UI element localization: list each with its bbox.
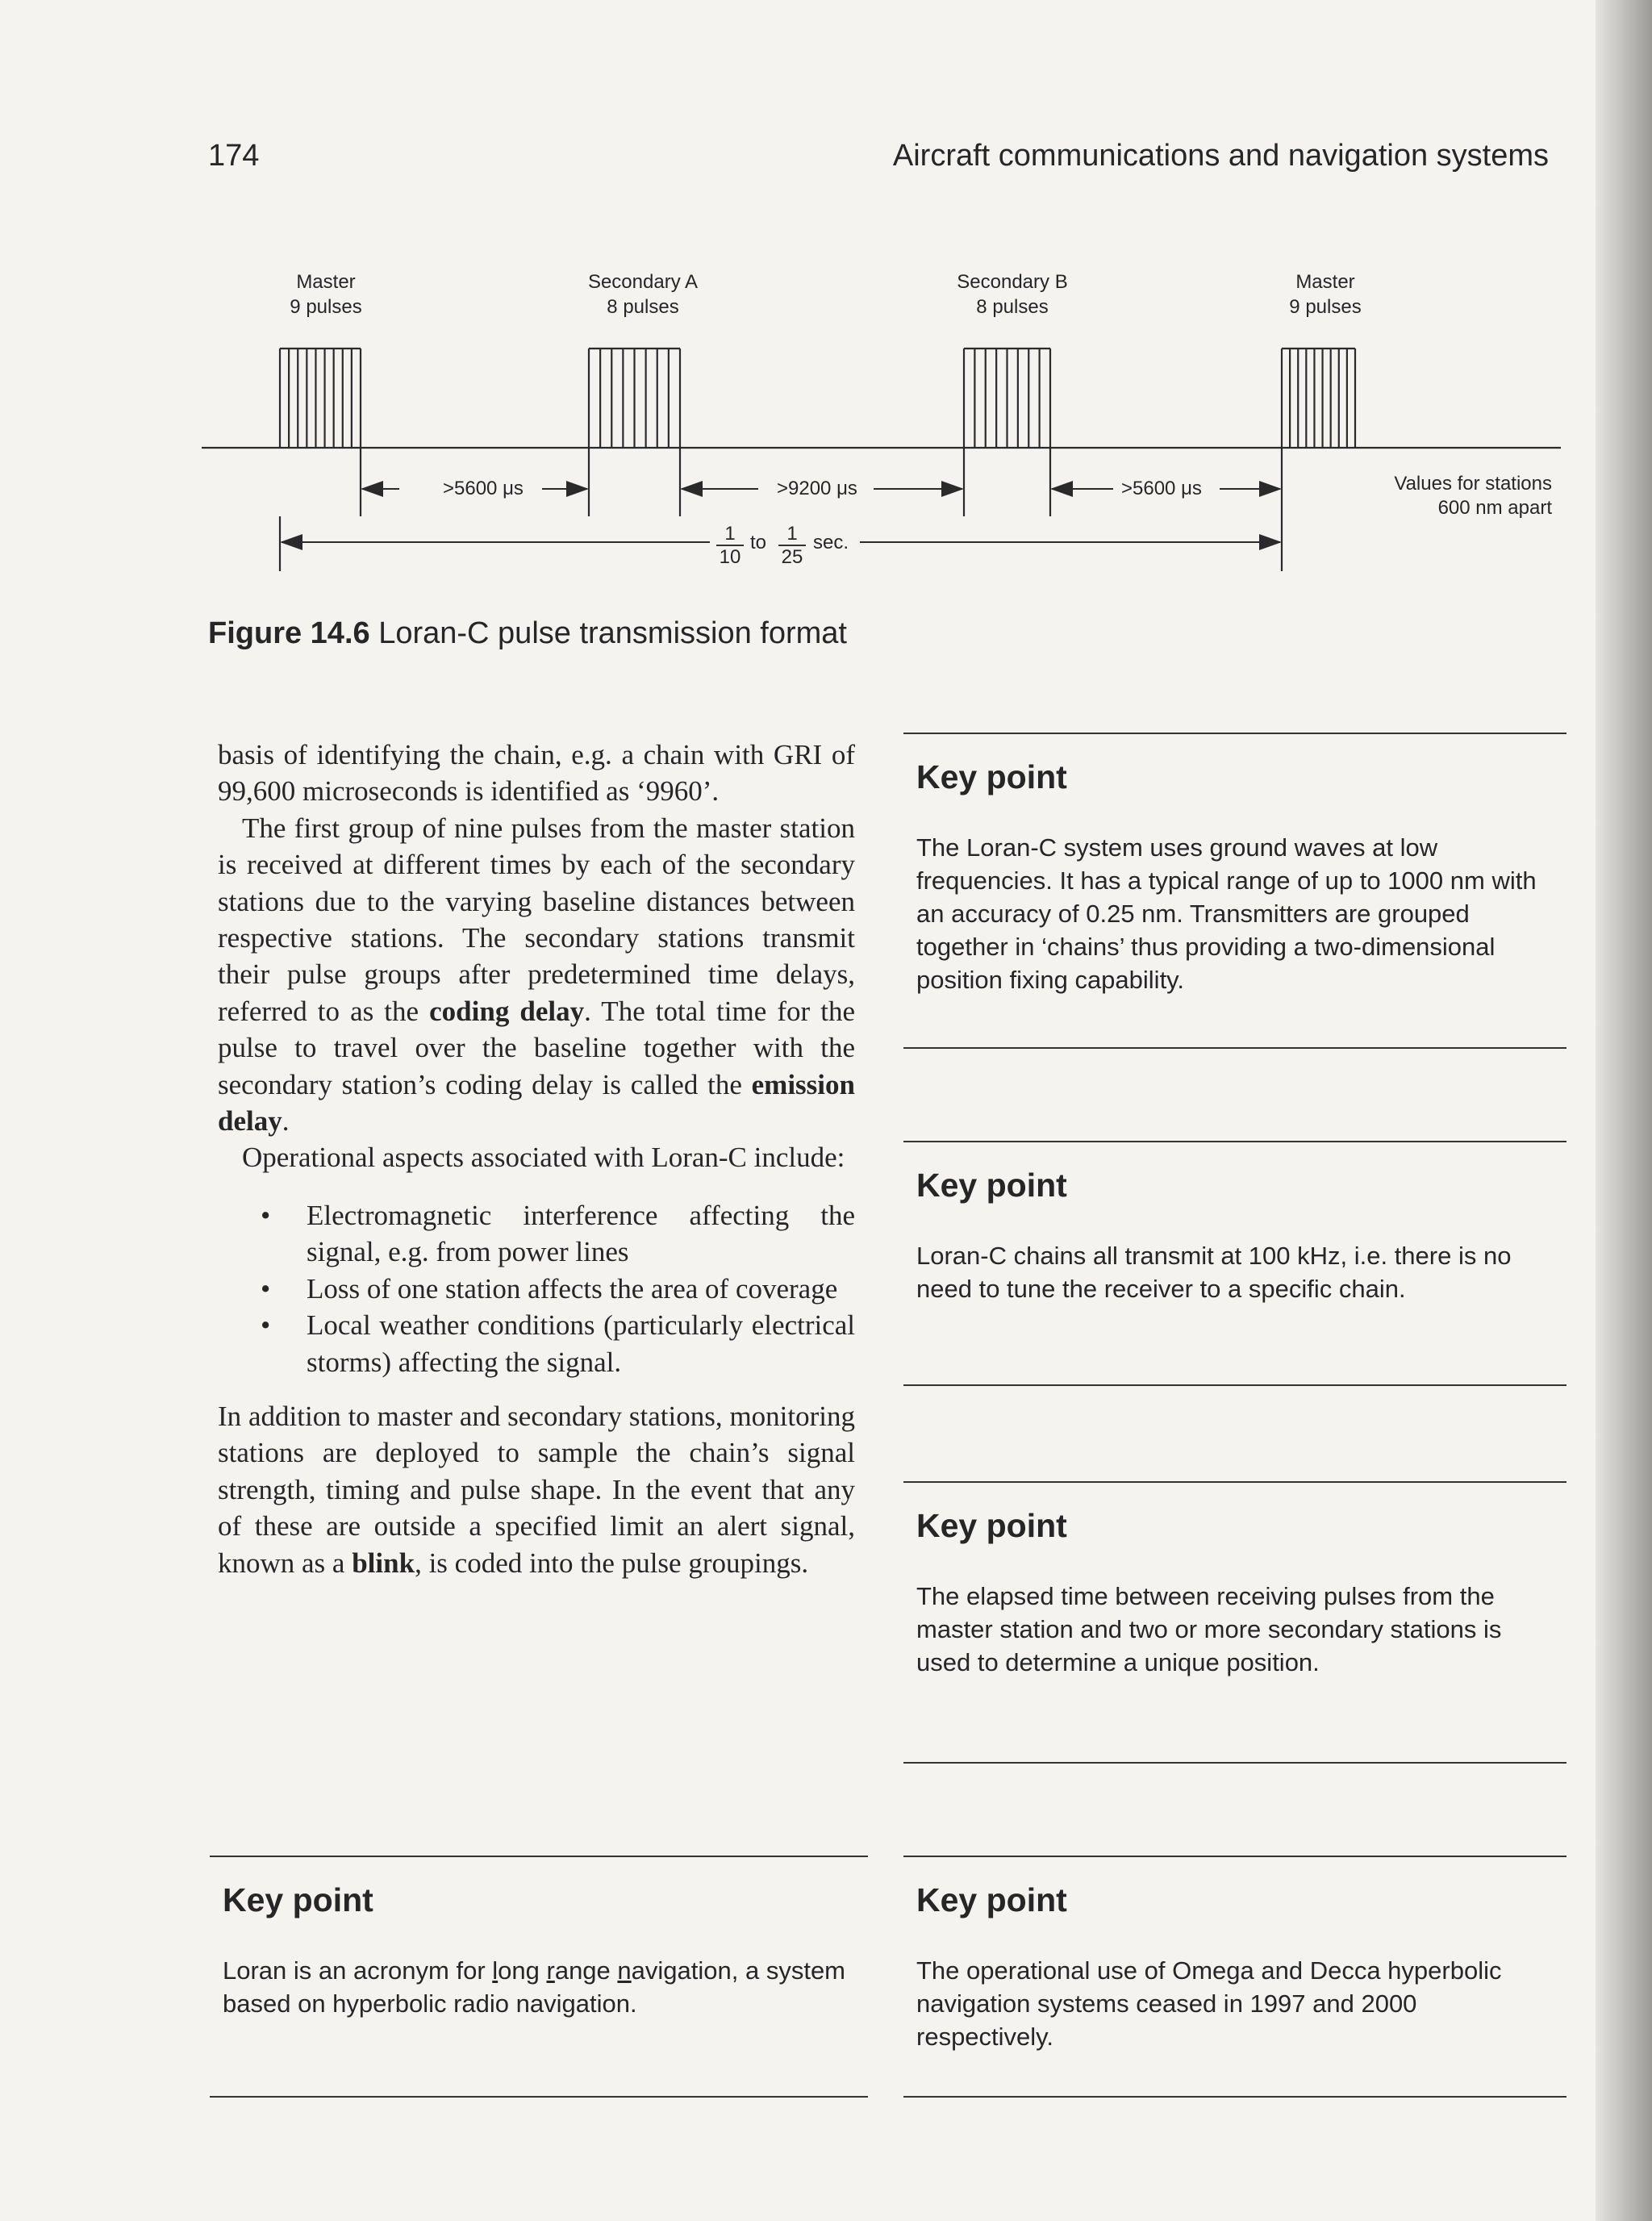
key-point-text [223,1954,852,2020]
body-text [218,737,855,1581]
key-point-rule-bottom [903,2096,1566,2098]
bullet-text: Loss of one station affects the area of coverage [307,1272,838,1305]
key-point-rule-bottom [903,1047,1566,1049]
paragraph-3: Operational aspects associated with Loran-C include: [242,1142,845,1174]
term-blink: blink [352,1547,415,1579]
note-line-1: Values for stations [1394,473,1552,495]
interval-label-1: >5600 μs [443,478,524,499]
key-point-title: Key point [223,1881,373,1918]
paragraph-2 [218,810,855,1140]
period-unit: sec. [813,532,849,553]
key-point-rule-bottom [903,1762,1566,1764]
paragraph-2-part: . [282,1105,290,1138]
fraction-denominator: 25 [778,545,806,568]
bullet-dot: • [261,1199,271,1231]
key-point-box-2 [903,1141,1566,1391]
group-name: Secondary B [957,271,1068,293]
term-emission-delay: emission delay [218,1068,855,1138]
fraction-numerator: 1 [786,523,798,545]
kp-letter-n: n [617,1956,632,1985]
key-point-title: Key point [916,758,1067,795]
period-fraction-2 [778,523,806,568]
paragraph-2-part: . The total time for the pulse to travel over the baseline together with the secondary station’s coding delay is called the [218,995,855,1100]
group-pulses: 9 pulses [1289,296,1362,318]
figure-caption-text: Loran-C pulse transmission format [378,616,847,650]
period-fraction-1 [716,523,744,568]
bullet-item [261,1197,855,1271]
group-name: Secondary A [587,271,699,293]
key-point-title: Key point [916,1167,1067,1204]
kp-text-part: avigation, a system based on hyperbolic radio navigation. [223,1956,846,2018]
bullet-item [261,1307,855,1380]
term-coding-delay: coding delay [429,995,585,1027]
fraction-numerator: 1 [724,523,736,545]
key-point-rule-top [210,1856,868,1857]
bullet-dot: • [261,1272,271,1305]
note-line-2: 600 nm apart [1437,497,1552,519]
key-point-title: Key point [916,1881,1067,1918]
fraction-denominator: 10 [716,545,744,568]
key-point-rule-top [903,1856,1566,1857]
paragraph-2-part: The first group of nine pulses from the master station is received at different times by each of the secondary stations due to the varying baseline distances between respective stations. The secondary stations transmit their pulse groups after predetermined time delays, referred to as the [218,812,855,1027]
key-point-rule-bottom [210,2096,868,2098]
paragraph-4 [218,1398,855,1581]
key-point-rule-top [903,1141,1566,1142]
kp-letter-l: l [492,1956,499,1985]
kp-text-part: ong [498,1956,547,1985]
group-pulses: 8 pulses [976,296,1049,318]
key-point-box-1 [903,733,1566,1055]
group-name: Master [296,271,356,293]
key-point-text: Loran-C chains all transmit at 100 kHz, i.e. there is no need to tune the receiver to a specific chain. [916,1242,1512,1303]
interval-label-2: >9200 μs [777,478,857,499]
key-point-title: Key point [916,1507,1067,1544]
period-to: to [750,532,767,553]
bullet-text: Local weather conditions (particularly electrical storms) affecting the signal. [307,1309,855,1378]
bullet-item [261,1271,855,1307]
kp-text-part: ange [554,1956,618,1985]
key-point-box-4 [210,1856,868,2106]
bullet-text: Electromagnetic interference affecting the signal, e.g. from power lines [307,1199,855,1268]
kp-letter-r: r [546,1956,555,1985]
key-point-rule-top [903,1481,1566,1483]
key-point-text: The Loran-C system uses ground waves at low frequencies. It has a typical range of up to 1000 nm with an accuracy of 0.25 nm. Transmitters are grouped together in ‘chains’ thus providing a two-dimensional position fixing capability. [916,833,1537,994]
key-point-box-3 [903,1481,1566,1772]
interval-label-3: >5600 μs [1121,478,1202,499]
bullet-dot: • [261,1309,271,1342]
bullet-list [218,1197,855,1380]
kp-text-part: Loran is an acronym for [223,1956,493,1985]
key-point-rule-bottom [903,1384,1566,1386]
group-name: Master [1295,271,1355,293]
key-point-text: The operational use of Omega and Decca hyperbolic navigation systems ceased in 1997 and 2000 respectively. [916,1956,1502,2051]
key-point-rule-top [903,733,1566,734]
running-head: Aircraft communications and navigation systems [892,139,1549,173]
key-point-text: The elapsed time between receiving pulses from the master station and two or more secondary stations is used to determine a unique position. [916,1582,1502,1676]
figure-loran-pulse-format [0,0,1652,645]
page-number: 174 [208,139,260,173]
paragraph-4-part: In addition to master and secondary stations, monitoring stations are deployed to sample the chain’s signal strength, timing and pulse shape. In the event that any of these are outside a specified limit an alert signal, known as a [218,1400,855,1579]
paragraph-1: basis of identifying the chain, e.g. a chain with GRI of 99,600 microseconds is identified as ‘9960’. [218,739,855,808]
figure-caption [208,616,847,651]
group-pulses: 8 pulses [607,296,679,318]
figure-caption-label: Figure 14.6 [208,616,370,650]
group-pulses: 9 pulses [290,296,362,318]
paragraph-4-part: , is coded into the pulse groupings. [415,1547,809,1579]
key-point-box-5 [903,1856,1566,2106]
